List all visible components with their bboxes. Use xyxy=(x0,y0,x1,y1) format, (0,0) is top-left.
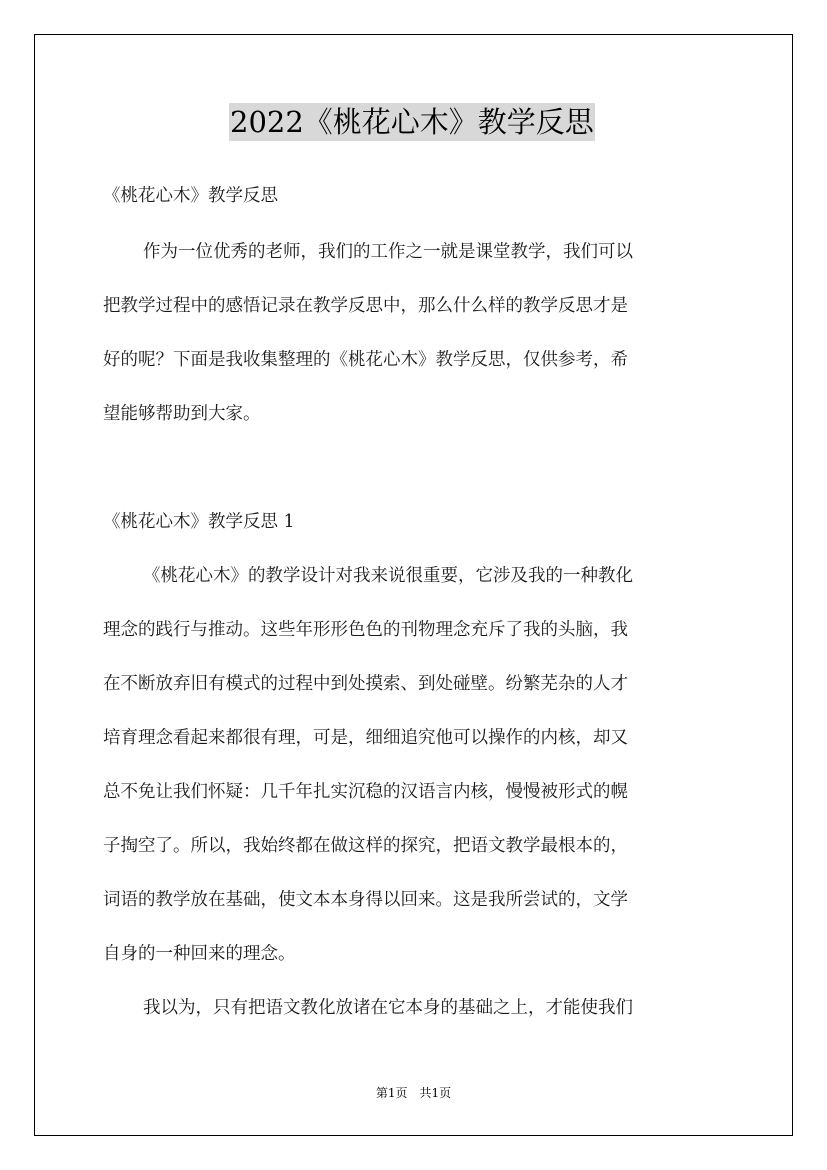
section-line-7: 词语的教学放在基础，使文本本身得以回来。这是我所尝试的，文学 xyxy=(103,890,628,910)
section-line-2: 理念的践行与推动。这些年形形色色的刊物理念充斥了我的头脑，我 xyxy=(103,620,628,640)
section-line-6: 子掏空了。所以，我始终都在做这样的探究，把语文教学最根本的， xyxy=(103,836,628,856)
section-line-8: 自身的一种回来的理念。 xyxy=(103,944,296,964)
page-footer: 第1页 共1页 xyxy=(375,1086,452,1100)
intro-line-4: 望能够帮助到大家。 xyxy=(103,404,261,424)
subtitle: 《桃花心木》教学反思 xyxy=(103,186,278,206)
section-line-1: 《桃花心木》的教学设计对我来说很重要，它涉及我的一种教化 xyxy=(143,566,633,586)
paragraph-last-line: 我以为，只有把语文教化放诸在它本身的基础之上，才能使我们 xyxy=(143,998,633,1018)
document-title: 2022《桃花心木》教学反思 xyxy=(230,105,594,139)
section-line-3: 在不断放弃旧有模式的过程中到处摸索、到处碰壁。纷繁芜杂的人才 xyxy=(103,674,628,694)
section-heading: 《桃花心木》教学反思 1 xyxy=(103,512,295,532)
intro-line-1: 作为一位优秀的老师，我们的工作之一就是课堂教学，我们可以 xyxy=(143,242,633,262)
section-line-5: 总不免让我们怀疑：几千年扎实沉稳的汉语言内核，慢慢被形式的幌 xyxy=(103,782,628,802)
intro-line-3: 好的呢？下面是我收集整理的《桃花心木》教学反思，仅供参考，希 xyxy=(103,350,628,370)
intro-line-2: 把教学过程中的感悟记录在教学反思中，那么什么样的教学反思才是 xyxy=(103,296,628,316)
section-line-4: 培育理念看起来都很有理，可是，细细追究他可以操作的内核，却又 xyxy=(103,728,628,748)
